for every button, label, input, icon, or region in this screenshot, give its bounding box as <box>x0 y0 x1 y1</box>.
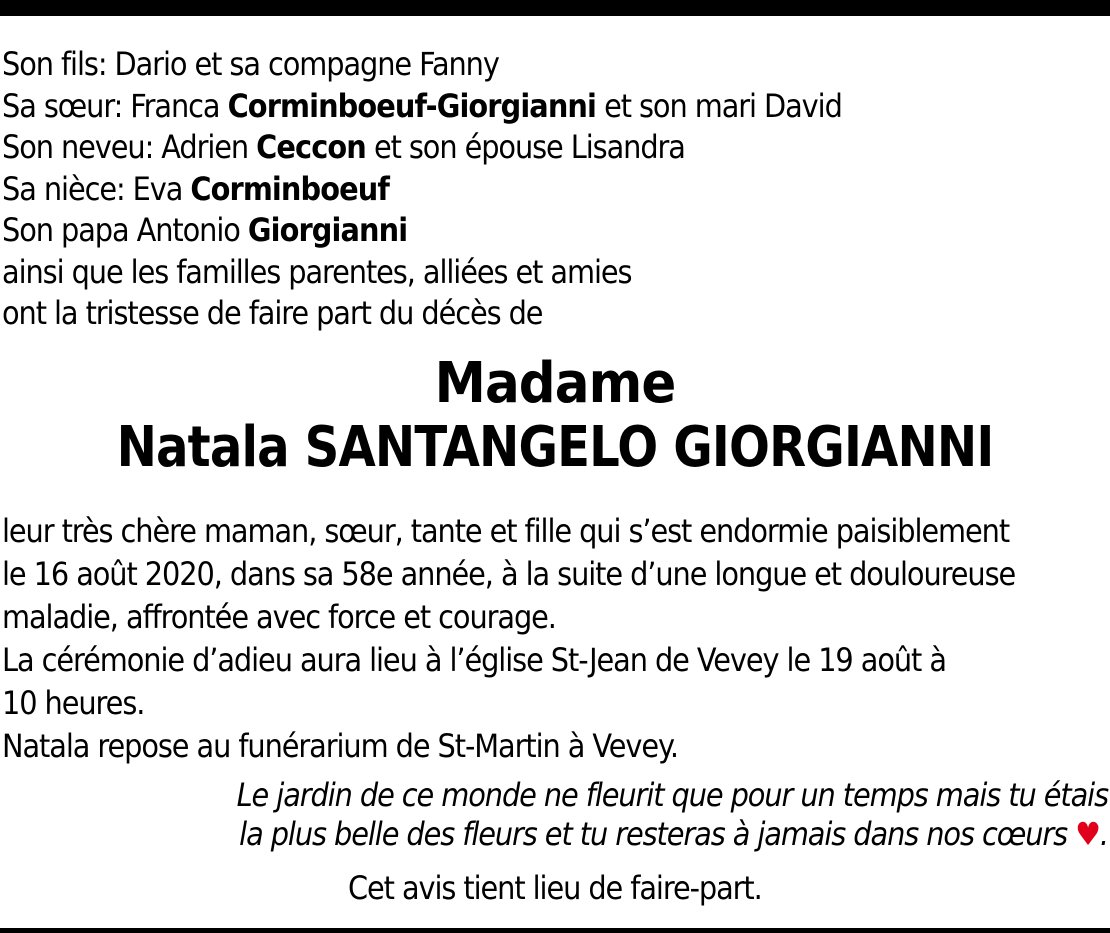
ceremony-line: La cérémonie d’adieu aura lieu à l’église St-Jean de Vevey le 19 août à <box>2 641 946 679</box>
deceased-title: Madame <box>434 351 676 416</box>
family-line-son: Son fils: Dario et sa compagne Fanny <box>2 45 499 83</box>
body-line: leur très chère maman, sœur, tante et fille qui s’est endormie paisiblement <box>2 512 1010 550</box>
body-line: maladie, affrontée avec force et courage. <box>2 598 556 636</box>
heart-icon: ♥ <box>1075 815 1100 853</box>
deceased-name: Natala SANTANGELO GIORGIANNI <box>116 415 994 480</box>
surname: Corminboeuf-Giorgianni <box>227 86 597 125</box>
surname: Corminboeuf <box>190 169 389 208</box>
footer-notice: Cet avis tient lieu de faire-part. <box>347 869 762 907</box>
announcement-body <box>2 510 1064 768</box>
quote-line-2: la plus belle des fleurs et tu resteras à jamais dans nos cœurs ♥. <box>239 815 1108 853</box>
surname: Giorgianni <box>247 211 408 249</box>
quote-line-1: Le jardin de ce monde ne fleurit que pour un temps mais tu étais <box>236 776 1108 814</box>
family-line-relatives: ainsi que les familles parentes, alliées et amies <box>2 252 632 291</box>
body-line: le 16 août 2020, dans sa 58e année, à la suite d’une longue et douloureuse <box>2 555 1016 593</box>
ceremony-time: 10 heures. <box>2 684 145 722</box>
family-line-father: Son papa Antonio Giorgianni <box>2 211 408 249</box>
top-rule <box>0 0 1110 16</box>
deceased-name-block <box>0 352 1110 480</box>
rest-location: Natala repose au funérarium de St-Martin à Vevey. <box>2 727 678 765</box>
family-line-sister: Sa sœur: Franca Corminboeuf-Giorgianni et son mari David <box>2 86 842 125</box>
family-line-announcement: ont la tristesse de faire part du décès de <box>2 294 543 332</box>
family-line-niece: Sa nièce: Eva Corminboeuf <box>2 169 389 208</box>
family-line-nephew: Son neveu: Adrien Ceccon et son épouse Lisandra <box>2 128 685 166</box>
memorial-quote <box>0 776 1108 854</box>
surname: Ceccon <box>256 128 366 166</box>
family-list <box>2 44 992 335</box>
bottom-rule <box>0 928 1110 933</box>
